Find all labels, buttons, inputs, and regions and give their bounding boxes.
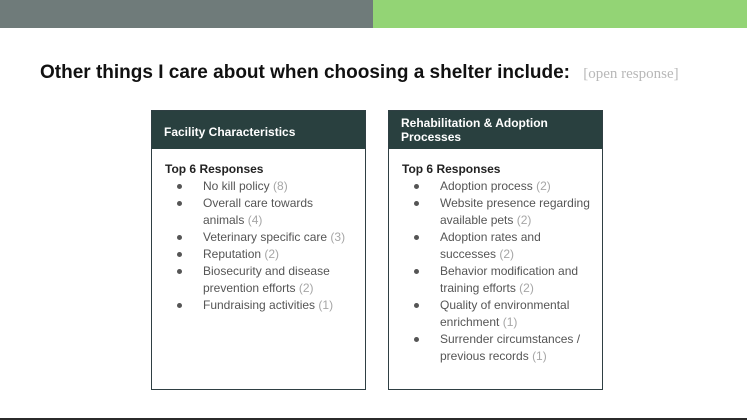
item-count: (1) (502, 315, 518, 329)
bullet-icon (177, 201, 182, 206)
top-bar-right (373, 0, 747, 28)
item-count: (1) (532, 349, 547, 363)
list-item (402, 297, 590, 331)
item-text: Fundraising activities (203, 298, 316, 312)
bullet-icon (177, 252, 182, 257)
item-text: Adoption rates and successes (440, 230, 541, 261)
list-item (165, 195, 353, 229)
headline-text: Other things I care about when choosing a shelter include: (40, 62, 570, 83)
item-count: (2) (264, 247, 280, 261)
card-body (152, 149, 365, 314)
list-item (402, 178, 590, 195)
bullet-icon (177, 303, 182, 308)
list-item (165, 263, 353, 297)
bullet-icon (414, 303, 419, 308)
item-text: Veterinary specific care (203, 230, 328, 244)
list-item (165, 297, 353, 314)
response-list (402, 178, 590, 365)
item-count: (2) (536, 179, 551, 193)
item-count: (4) (247, 213, 263, 227)
list-item (165, 246, 353, 263)
list-item (402, 229, 590, 263)
facility-characteristics-card (151, 110, 366, 390)
item-count: (2) (298, 281, 314, 295)
list-item (165, 178, 353, 195)
bullet-icon (177, 184, 182, 189)
bullet-icon (414, 201, 419, 206)
top-bar-left (0, 0, 373, 28)
slide-headline (40, 62, 679, 84)
item-count: (2) (519, 281, 534, 295)
list-item (402, 195, 590, 229)
item-text: Quality of environmental enrichment (440, 298, 570, 329)
card-header: Rehabilitation & Adoption Processes (389, 111, 602, 149)
item-count: (8) (273, 179, 288, 193)
item-count: (1) (318, 298, 334, 312)
bullet-icon (177, 269, 182, 274)
card-subtitle: Top 6 Responses (402, 162, 501, 176)
item-count: (2) (499, 247, 515, 261)
response-list (165, 178, 353, 314)
item-text: No kill policy (203, 179, 270, 193)
item-count: (2) (516, 213, 532, 227)
card-body (389, 149, 602, 365)
card-header: Facility Characteristics (152, 111, 365, 149)
item-text: Adoption process (440, 179, 533, 193)
card-subtitle: Top 6 Responses (165, 162, 264, 176)
bullet-icon (414, 337, 419, 342)
list-item (402, 331, 590, 365)
item-text: Behavior modification and training efforts (440, 264, 579, 295)
bullet-icon (177, 235, 182, 240)
list-item (402, 263, 590, 297)
item-text: Overall care towards animals (203, 196, 314, 227)
bullet-icon (414, 235, 419, 240)
item-count: (3) (330, 230, 346, 244)
bullet-icon (414, 184, 419, 189)
bullet-icon (414, 269, 419, 274)
item-text: Website presence regarding available pets (440, 196, 590, 227)
rehabilitation-adoption-card (388, 110, 603, 390)
item-text: Biosecurity and disease prevention efforts (203, 264, 330, 295)
item-text: Reputation (203, 247, 262, 261)
headline-note: [open response] (583, 66, 679, 82)
list-item (165, 229, 353, 246)
item-text: Surrender circumstances / previous records (440, 332, 581, 363)
